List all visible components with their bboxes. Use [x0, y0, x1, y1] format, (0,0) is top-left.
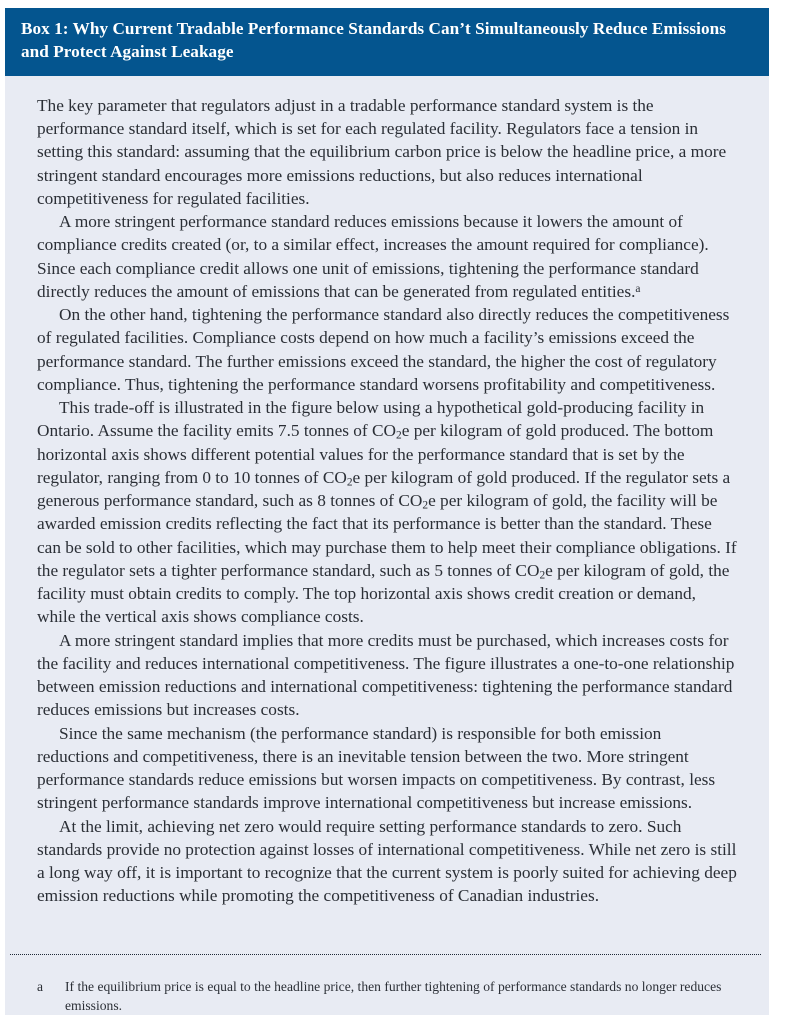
figure-text-part-5: e per kilogram of gold,: [545, 560, 705, 580]
paragraph-6: Since the same mechanism (the performance standard) is responsible for both emission reductions and competitiveness, there is an inevitable tension between the two. More stringent performance standards reduce emissions but worsen impacts on competitiveness. By contrast, less stringent performance standards improve international competitiveness but increase emissions.: [37, 723, 716, 813]
footnotes-section: [5, 955, 769, 1015]
figure-text-part-2: e per kilogram of gold produced. The bottom horizontal axis shows different potential values for the performance standard that is set by the regulator, ranging from 0 to 10 tonnes of CO: [37, 421, 714, 487]
box-body: [5, 76, 769, 908]
co2e-subscript-3: 2: [422, 499, 429, 512]
footnote-text: If the equilibrium price is equal to the headline price, then further tightening of performance standards no longer reduces emissions.: [65, 978, 722, 1013]
footnote-item: [37, 977, 737, 1015]
figure-text-part-1: This trade-off is illustrated in the figure below using a hypothetical gold-producing facility in Ontario. Assume the facility emits 7.5 tonnes of CO: [37, 398, 705, 441]
co2e-subscript-1: 2: [396, 429, 402, 442]
figure-text-part-3: e per kilogram of gold produced. If the regulator sets a generous performance standard, such as 8 tonnes of CO: [37, 467, 731, 510]
footnote-marker: a: [37, 978, 44, 994]
box-title: Box 1: Why Current Tradable Performance Standards Can’t Simultaneously Reduce Emissions and Protect Against Leakage: [21, 19, 726, 61]
paragraph-5: A more stringent standard implies that more credits must be purchased, which increases costs for the facility and reduces international competitiveness. The figure illustrates a one-to-one relationship between emission reductions and international competitiveness: tightening the performance standard reduces emissions but increases costs.: [37, 630, 735, 720]
paragraph-2: [37, 210, 737, 303]
paragraph-2-text: A more stringent performance standard reduces emissions because it lowers the amount of compliance credits created (or, to a similar effect, increases the amount required for compliance). Since each compliance credit allows one unit of emissions, tightening the performance standard directly reduces the amount of emissions that can be generated from regulated entities.: [37, 212, 709, 301]
box-header: [5, 8, 769, 76]
paragraph-figure-description: [37, 396, 737, 629]
co2e-subscript-2: 2: [346, 476, 353, 489]
figure-text-continuation: the facility must obtain credits to comply. The top horizontal axis shows credit creation or demand, while the vertical axis shows compliance costs.: [37, 560, 730, 627]
figure-text-part-4: e per kilogram of gold, the facility will be awarded emission credits reflecting the fact that its performance is better than the standard. These can be sold to other facilities, which may purchase them to help meet their compliance obligations. If the regulator sets a tighter performance standard, such as 5 tonnes of CO: [37, 491, 737, 580]
footnote-reference-a: a: [635, 282, 641, 295]
co2e-subscript-4: 2: [539, 569, 546, 582]
box-container: [5, 8, 769, 1015]
paragraph-7: At the limit, achieving net zero would require setting performance standards to zero. Such standards provide no protection against losses of international competitiveness. While net zero is still a long way off, it is important to recognize that the current system is poorly suited for achieving deep emission reductions while promoting the competitiveness of Canadian industries.: [37, 816, 737, 906]
paragraph-1: The key parameter that regulators adjust in a tradable performance standard system is the performance standard itself, which is set for each regulated facility. Regulators face a tension in setting this standard: assuming that the equilibrium carbon price is below the headline price, a more stringent standard encourages more emissions reductions, but also reduces international competitiveness for regulated facilities.: [37, 95, 727, 208]
paragraph-3: On the other hand, tightening the performance standard also directly reduces the competitiveness of regulated facilities. Compliance costs depend on how much a facility’s emissions exceed the performance standard. The further emissions exceed the standard, the higher the cost of regulatory compliance. Thus, tightening the performance standard worsens profitability and competitiveness.: [37, 305, 730, 394]
